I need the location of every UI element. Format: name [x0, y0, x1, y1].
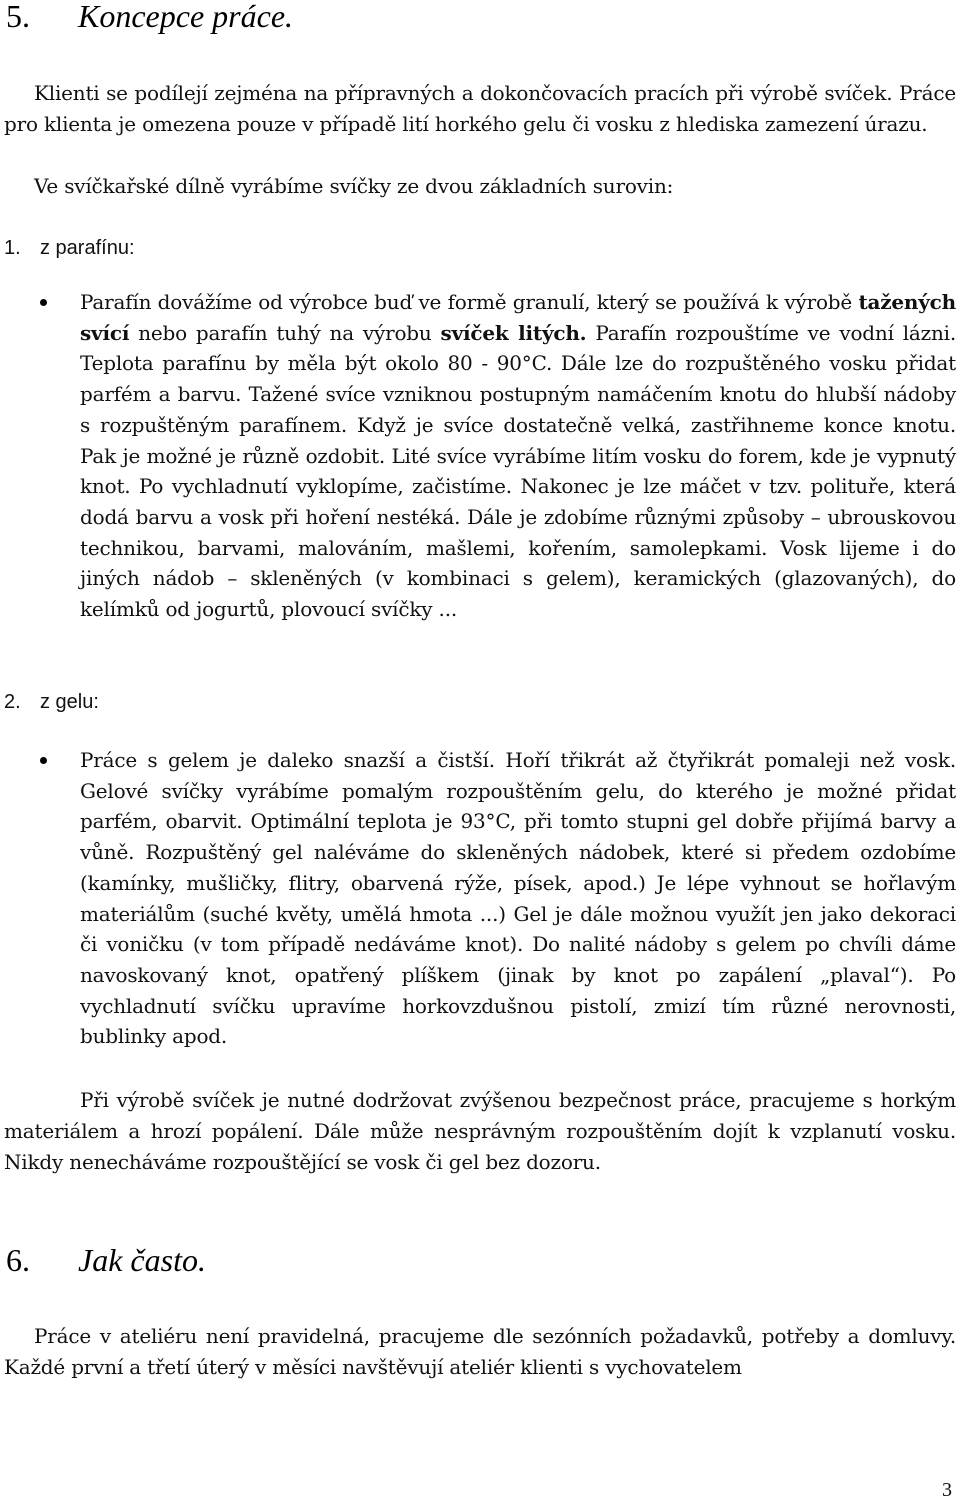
list-item-paraffin: [4, 233, 135, 263]
intro-paragraph: Klienti se podílejí zejména na přípravných a dokončovacích pracích při výrobě svíček. Práce pro klienta je omezena pouze v případě lití horkého gelu či vosku z hlediska zamezení úrazu.: [4, 81, 956, 136]
section-title: Koncepce práce.: [78, 0, 294, 34]
materials-intro: Ve svíčkařské dílně vyrábíme svíčky ze dvou základních surovin:: [34, 174, 674, 198]
bullet-icon: [40, 757, 47, 764]
list-label: z gelu:: [40, 691, 99, 713]
section-number: 6.: [6, 1242, 30, 1278]
bullet-icon: [40, 299, 47, 306]
list-number: 2.: [4, 691, 21, 713]
paraffin-text: Parafín dovážíme od výrobce buď ve formě granulí, který se používá k výrobě tažených svící nebo parafín tuhý na výrobu svíček litých. Parafín rozpouštíme ve vodní lázni. Teplota parafínu by měla být okolo 80 - 90°C. Dále lze do rozpuštěného vosku přidat parfém a barvu. Tažené svíce vzniknou postupným namáčením knotu do hlubší nádoby s rozpuštěným parafínem. Když je svíce dostatečně velká, zastřihneme konce knotu. Pak je možné je různě ozdobit. Lité svíce vyrábíme litím vosku do forem, kde je vypnutý knot. Po vychladnutí vyklopíme, začistíme. Nakonec je lze máčet v tzv. polituře, která dodá barvu a vosk při hoření nestéká. Dále je zdobíme různými způsoby – ubrouskovou technikou, barvami, malováním, mašlemi, kořením, samolepkami. Vosk lijeme i do jiných nádob – skleněných (v kombinaci s gelem), keramických (glazovaných), do kelímků od jogurtů, plovoucí svíčky ...: [80, 290, 956, 622]
frequency-paragraph: Práce v ateliéru není pravidelná, pracujeme dle sezónních požadavků, potřeby a domluvy. Každé první a třetí úterý v měsíci navštěvují ateliér klienti s vychovatelem: [4, 1324, 956, 1379]
section-number: 5.: [6, 0, 30, 34]
section-title: Jak často.: [78, 1242, 206, 1278]
gel-text: Práce s gelem je daleko snazší a čistší. Hoří třikrát až čtyřikrát pomaleji než vosk. Gelové svíčky vyrábíme pomalým rozpouštěním gelu, do kterého je možné přidat parfém, obarvit. Optimální teplota je 93°C, při tomto stupni gel dobře přijímá barvy a vůně. Rozpuštěný gel naléváme do skleněných nádobek, které si předem ozdobíme (kamínky, mušličky, flitry, obarvená rýže, písek, apod.) Je lépe vyhnout se hořlavým materiálům (suché květy, umělá hmota ...) Gel je dále možnou využít jen jako dekoraci či voničku (v tom případě nedáváme knot). Do nalité nádoby s gelem po chvíli dáme navoskovaný knot, opatřený plíškem (jinak by knot po zapálení „plaval“). Po vychladnutí svíčku upravíme horkovzdušnou pistolí, zmizí tím různé nerovnosti, bublinky apod.: [80, 748, 956, 1049]
list-item-gel: [4, 687, 99, 717]
safety-paragraph: Při výrobě svíček je nutné dodržovat zvýšenou bezpečnost práce, pracujeme s horkým materiálem a hrozí popálení. Dále může nesprávným rozpouštěním dojít k vzplanutí vosku. Nikdy nenecháváme rozpouštějící se vosk či gel bez dozoru.: [4, 1088, 956, 1174]
section-heading-jak-casto: [6, 1240, 206, 1280]
section-heading-koncepce: [6, 0, 293, 36]
list-label: z parafínu:: [40, 237, 135, 259]
list-number: 1.: [4, 237, 21, 259]
page-number: 3: [942, 1479, 952, 1501]
